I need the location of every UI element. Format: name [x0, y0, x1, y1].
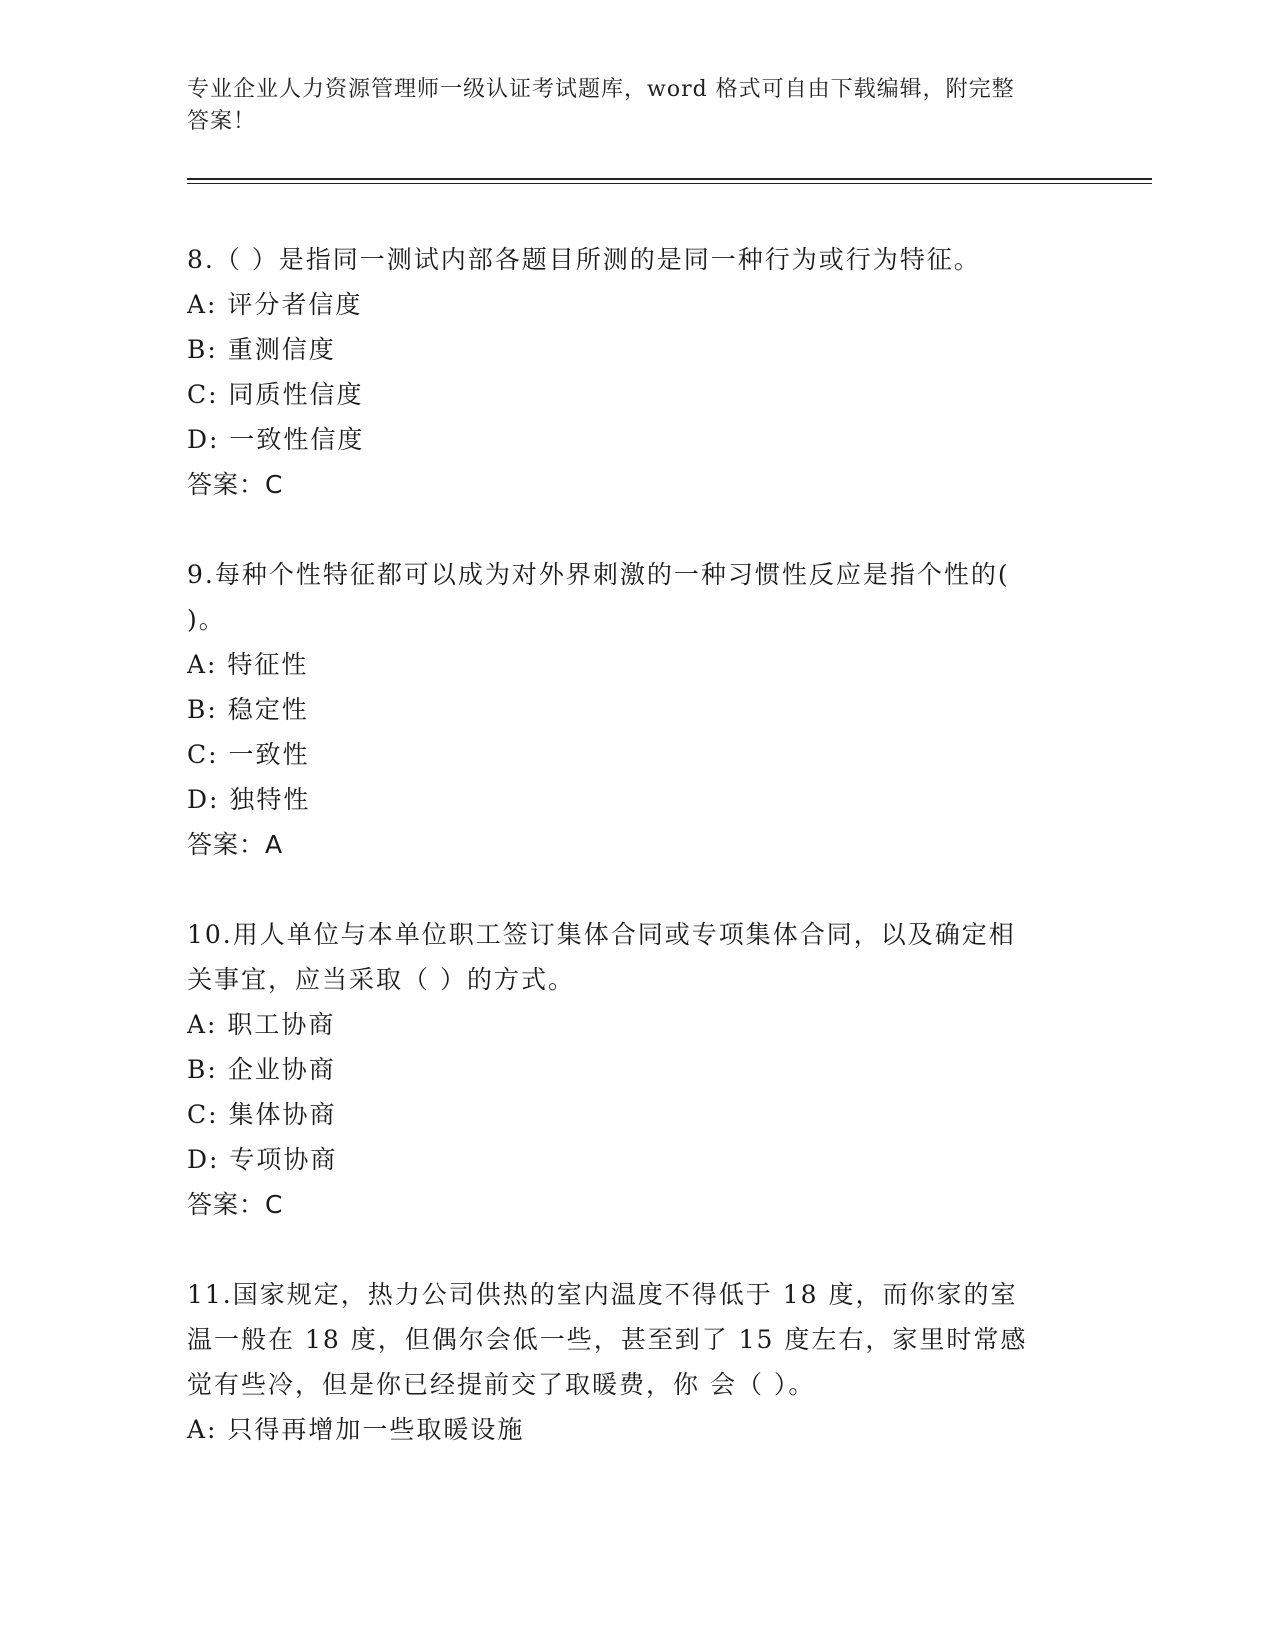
header-line-1: 专业企业人力资源管理师一级认证考试题库，word 格式可自由下载编辑，附完整	[187, 77, 1015, 102]
question-11	[187, 1272, 1087, 1452]
question-spacer	[187, 507, 1087, 552]
question-spacer	[187, 1227, 1087, 1272]
question-stem-continued: )。	[187, 605, 226, 634]
option-c: C: 同质性信度	[187, 380, 364, 409]
option-a: A: 评分者信度	[187, 290, 363, 319]
option-a: A: 职工协商	[187, 1010, 336, 1039]
answer-line: 答案：A	[187, 830, 284, 859]
option-b: B: 稳定性	[187, 695, 309, 724]
option-c: C: 一致性	[187, 740, 310, 769]
question-stem: 8.（ ）是指同一测试内部各题目所测的是同一种行为或行为特征。	[187, 245, 981, 274]
option-a: A: 只得再增加一些取暖设施	[187, 1415, 525, 1444]
document-header	[187, 74, 1087, 138]
option-d: D: 独特性	[187, 785, 311, 814]
question-stem: 9.每种个性特征都可以成为对外界刺激的一种习惯性反应是指个性的(	[187, 560, 1010, 589]
question-stem-continued: 温一般在 18 度，但偶尔会低一些，甚至到了 15 度左右，家里时常感	[187, 1325, 1028, 1354]
option-d: D: 一致性信度	[187, 425, 365, 454]
question-stem: 11.国家规定，热力公司供热的室内温度不得低于 18 度，而你家的室	[187, 1280, 1018, 1309]
option-b: B: 企业协商	[187, 1055, 336, 1084]
question-8	[187, 237, 1087, 507]
answer-line: 答案：C	[187, 470, 284, 499]
question-stem: 10.用人单位与本单位职工签订集体合同或专项集体合同，以及确定相	[187, 920, 1016, 949]
header-line-2: 答案！	[187, 109, 257, 134]
option-a: A: 特征性	[187, 650, 309, 679]
question-spacer	[187, 867, 1087, 912]
question-list	[187, 237, 1087, 1452]
question-stem-continued: 觉有些冷，但是你已经提前交了取暖费，你 会（ ）。	[187, 1370, 816, 1399]
option-d: D: 专项协商	[187, 1145, 338, 1174]
answer-line: 答案：C	[187, 1190, 284, 1219]
question-9	[187, 552, 1087, 867]
option-b: B: 重测信度	[187, 335, 336, 364]
question-stem-continued: 关事宜，应当采取（ ）的方式。	[187, 965, 575, 994]
question-10	[187, 912, 1087, 1227]
option-c: C: 集体协商	[187, 1100, 337, 1129]
header-divider	[187, 178, 1152, 184]
